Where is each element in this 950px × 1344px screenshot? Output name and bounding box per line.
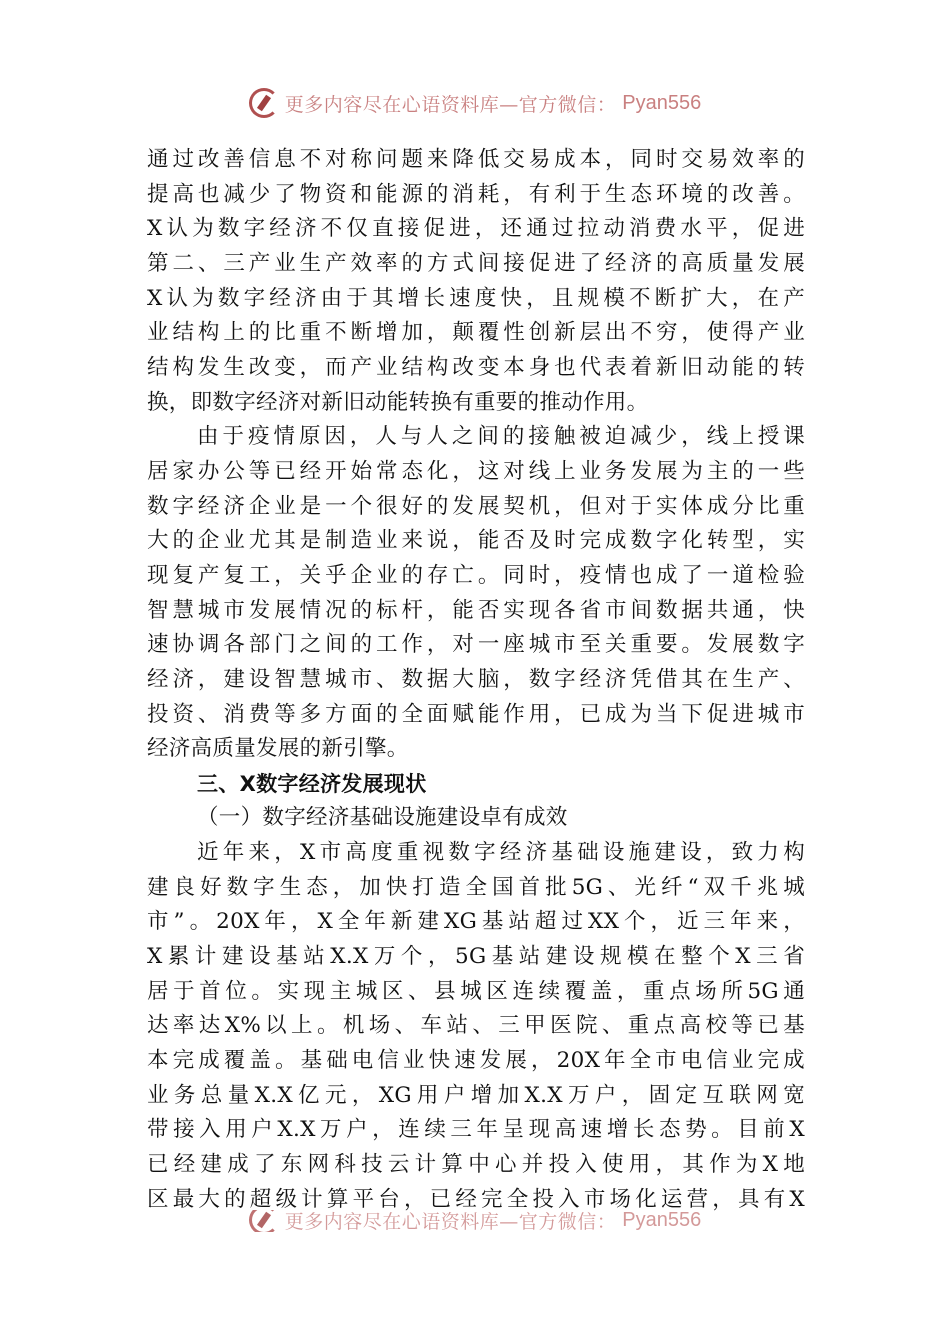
text-line: 近年来，X市高度重视数字经济基础设施建设，致力构 bbox=[197, 840, 805, 866]
subsection-heading: （一）数字经济基础设施建设卓有成效 bbox=[197, 805, 568, 831]
text-line: 已经建成了东网科技云计算中心并投入使用，其作为X地 bbox=[147, 1152, 805, 1178]
text-line: 结构发生改变，而产业结构改变本身也代表着新旧动能的转 bbox=[147, 354, 805, 380]
text-line: 大的企业尤其是制造业来说，能否及时完成数字化转型，实 bbox=[147, 528, 805, 554]
watermark-id: Pyan556 bbox=[622, 1210, 702, 1231]
watermark-text: 更多内容尽在心语资料库—官方微信： bbox=[284, 1210, 617, 1232]
text-line: 数字经济企业是一个很好的发展契机，但对于实体成分比重 bbox=[147, 493, 805, 519]
text-line: 现复产复工，关乎企业的存亡。同时，疫情也成了一道检验 bbox=[147, 562, 805, 588]
footer-watermark bbox=[0, 1210, 950, 1232]
text-line: 经济高质量发展的新引擎。 bbox=[147, 736, 409, 762]
text-line: 市”。20X年，X全年新建XG基站超过XX个，近三年来， bbox=[147, 909, 805, 935]
text-line: 区最大的超级计算平台，已经完全投入市场化运营，具有X bbox=[147, 1186, 805, 1212]
text-line: 经济，建设智慧城市、数据大脑，数字经济凭借其在生产、 bbox=[147, 666, 805, 692]
text-line: X认为数字经济由于其增长速度快，且规模不断扩大，在产 bbox=[147, 285, 805, 311]
text-line: 换，即数字经济对新旧动能转换有重要的推动作用。 bbox=[147, 389, 649, 415]
text-line: 达率达X%以上。机场、车站、三甲医院、重点高校等已基 bbox=[147, 1013, 805, 1039]
text-line: 居于首位。实现主城区、县城区连续覆盖，重点场所5G通 bbox=[147, 978, 805, 1004]
text-line: 本完成覆盖。基础电信业快速发展，20X年全市电信业完成 bbox=[147, 1048, 805, 1074]
text-line: 由于疫情原因，人与人之间的接触被迫减少，线上授课 bbox=[197, 424, 805, 450]
text-line: X累计建设基站X.X万个，5G基站建设规模在整个X三省 bbox=[147, 944, 805, 970]
text-line: 第二、三产业生产效率的方式间接促进了经济的高质量发展 bbox=[147, 250, 805, 276]
text-line: 提高也减少了物资和能源的消耗，有利于生态环境的改善。 bbox=[147, 181, 805, 207]
text-line: 居家办公等已经开始常态化，这对线上业务发展为主的一些 bbox=[147, 458, 805, 484]
text-line: 速协调各部门之间的工作，对一座城市至关重要。发展数字 bbox=[147, 632, 805, 658]
text-line: 智慧城市发展情况的标杆，能否实现各省市间数据共通，快 bbox=[147, 597, 805, 623]
pen-logo-icon bbox=[249, 88, 279, 118]
document-body bbox=[147, 143, 805, 1217]
text-line: 投资、消费等多方面的全面赋能作用，已成为当下促进城市 bbox=[147, 701, 805, 727]
text-line: 通过改善信息不对称问题来降低交易成本，同时交易效率的 bbox=[147, 147, 805, 172]
watermark-id: Pyan556 bbox=[622, 91, 702, 114]
header-watermark bbox=[0, 86, 950, 120]
text-line: X认为数字经济不仅直接促进，还通过拉动消费水平，促进 bbox=[147, 216, 805, 242]
text-line: 带接入用户X.X万户，连续三年呈现高速增长态势。目前X bbox=[147, 1117, 805, 1143]
text-line: 建良好数字生态，加快打造全国首批5G、光纤“双千兆城 bbox=[147, 874, 805, 900]
pen-logo-icon bbox=[249, 1210, 279, 1232]
watermark-text: 更多内容尽在心语资料库—官方微信： bbox=[284, 93, 617, 116]
text-line: 业结构上的比重不断增加，颠覆性创新层出不穷，使得产业 bbox=[147, 320, 805, 346]
text-line: 业务总量X.X亿元，XG用户增加X.X万户，固定互联网宽 bbox=[147, 1082, 805, 1108]
section-heading: 三、X数字经济发展现状 bbox=[197, 771, 427, 796]
